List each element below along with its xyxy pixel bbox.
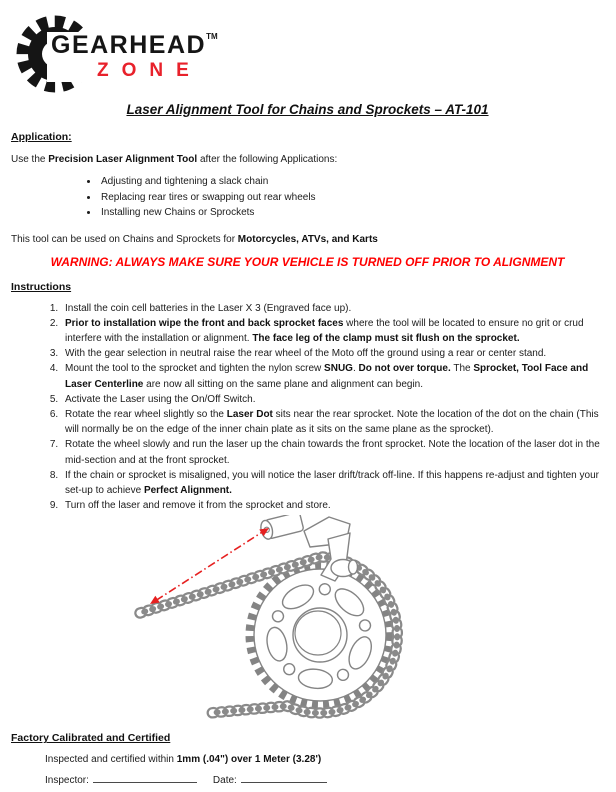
text-segment: Rotate the rear wheel slightly so the <box>65 408 227 420</box>
text-segment: 1mm (.04") over 1 Meter (3.28') <box>176 754 322 766</box>
text-segment: Turn off the laser and remove it from the sprocket and store. <box>65 500 331 512</box>
text-segment: where the tool will be located to ensure no grit or crud interfere with the installation or alignment. <box>65 317 584 344</box>
gearhead-zone-logo <box>11 8 604 96</box>
list-item <box>61 407 604 437</box>
usage-note <box>11 233 604 246</box>
logo-zone-text: ZONE <box>97 60 202 81</box>
list-item <box>61 498 604 513</box>
inspector-blank-field <box>93 773 197 783</box>
inspector-label: Inspector: <box>45 775 89 787</box>
chain-sprocket-laser-illustration <box>11 515 604 725</box>
text-segment: after the following Applications: <box>197 154 338 165</box>
text-segment: Activate the Laser using the On/Off Switch. <box>65 393 256 405</box>
factory-heading: Factory Calibrated and Certified <box>11 732 171 745</box>
text-segment: Rotate the wheel slowly and run the laser up the chain towards the front sprocket. Note the location of the laser dot in the mid-section and at the front sprocket. <box>65 439 600 466</box>
text-segment: With the gear selection in neutral raise the rear wheel of the Moto off the ground using a rear or center stand. <box>65 348 547 360</box>
text-segment: Perfect Alignment. <box>143 484 232 496</box>
list-item <box>61 437 604 467</box>
list-item <box>61 468 604 498</box>
list-item: • Replacing rear tires or swapping out rear wheels <box>99 190 604 206</box>
text-segment: Install the coin cell batteries in the Laser X 3 (Engraved face up). <box>65 302 352 314</box>
text-segment: The face leg of the clamp must sit flush on the sprocket. <box>252 332 520 344</box>
list-item <box>61 392 604 407</box>
text-segment: are now all sitting on the same plane and alignment can begin. <box>143 378 423 390</box>
text-segment: Use the <box>11 154 49 165</box>
warning-text: WARNING: ALWAYS MAKE SURE YOUR VEHICLE IS TURNED OFF PRIOR TO ALIGNMENT <box>50 254 565 269</box>
text-segment: Precision Laser Alignment Tool <box>48 154 198 165</box>
text-segment: The <box>450 363 474 375</box>
application-intro <box>11 153 604 166</box>
text-segment: Mount the tool to the sprocket and tighten the nylon screw <box>65 363 325 375</box>
text-segment: sits near the rear sprocket. Note the location of the dot on the chain (This will normally be on the edge of the inner chain plate as it sits on the same plane as the sprocket). <box>65 408 599 436</box>
logo-brand-text: GEARHEAD <box>51 31 207 59</box>
text-segment: Motorcycles, ATVs, and Karts <box>237 233 378 245</box>
text-segment: This tool can be used on Chains and Sprockets for <box>11 233 238 245</box>
sprocket-hub-hole <box>293 608 347 662</box>
rear-sprocket <box>250 565 390 705</box>
text-segment: . <box>352 363 359 375</box>
list-item <box>61 316 604 346</box>
date-label: Date: <box>212 775 237 787</box>
list-item <box>61 346 604 361</box>
text-segment: If the chain or sprocket is misaligned, you will notice the laser drift/track off-line. If this happens re-adjust and tighten your set-up to achieve <box>65 469 599 496</box>
text-segment: Do not over torque. <box>358 363 451 375</box>
date-blank-field <box>241 773 327 783</box>
nylon-screw-cap <box>349 560 358 574</box>
trademark-mark: TM <box>206 32 218 41</box>
laser-cylinder <box>259 515 304 540</box>
list-item <box>61 301 604 316</box>
illustration-canvas <box>130 515 465 725</box>
instructions-list <box>11 301 604 514</box>
text-segment: SNUG <box>324 363 353 375</box>
text-segment: Laser Dot <box>226 408 273 420</box>
text-segment: Inspected and certified within <box>45 754 177 766</box>
list-item <box>61 361 604 391</box>
certified-line <box>11 753 604 766</box>
page-title: Laser Alignment Tool for Chains and Sprockets – AT-101 <box>126 102 489 117</box>
text-segment: Prior to installation wipe the front and back sprocket faces <box>65 317 344 329</box>
application-heading: Application: <box>11 131 72 143</box>
instructions-heading: Instructions <box>11 280 72 293</box>
inspector-date-line <box>11 773 604 787</box>
text-segment: Sprocket, Tool Face and Laser Centerline <box>65 363 589 390</box>
logo-text <box>47 32 222 82</box>
list-item: • Installing new Chains or Sprockets <box>99 205 604 221</box>
logo-brand-line <box>51 33 218 58</box>
list-item: • Adjusting and tightening a slack chain <box>99 174 604 190</box>
application-bullet-list <box>11 174 604 221</box>
